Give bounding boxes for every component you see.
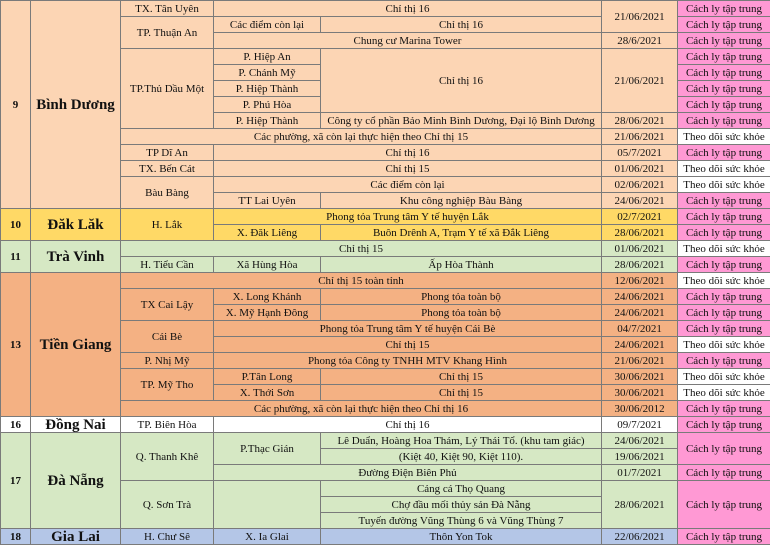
- status-badge: Cách ly tập trung: [678, 193, 770, 209]
- district-cell: TP. Mỹ Tho: [121, 369, 214, 401]
- province-name: Gia Lai: [31, 529, 121, 545]
- district-cell: TX Cai Lậy: [121, 289, 214, 321]
- district-cell: TX. Bến Cát: [121, 161, 214, 177]
- ward-cell: P. Hiệp Thành: [214, 81, 321, 97]
- area-cell: Đường Điện Biên Phủ: [214, 465, 602, 481]
- status-badge: Theo dõi sức khỏe: [678, 177, 770, 193]
- date-cell: 28/06/2021: [602, 481, 678, 529]
- date-cell: 02/7/2021: [602, 209, 678, 225]
- status-badge: Cách ly tập trung: [678, 417, 770, 433]
- date-cell: 21/06/2021: [602, 129, 678, 145]
- area-cell: Cảng cá Thọ Quang: [321, 481, 602, 497]
- area-cell: Chỉ thị 15: [214, 161, 602, 177]
- district-cell: TP. Thuận An: [121, 17, 214, 49]
- ward-cell: P. Hiệp Thành: [214, 113, 321, 129]
- area-cell: Thôn Yon Tok: [321, 529, 602, 545]
- area-cell: Phong tỏa toàn bộ: [321, 289, 602, 305]
- area-cell: Chỉ thị 15 toàn tỉnh: [121, 273, 602, 289]
- status-badge: Cách ly tập trung: [678, 401, 770, 417]
- province-number: 17: [1, 433, 31, 529]
- province-name: Đồng Nai: [31, 417, 121, 433]
- status-badge: Theo dõi sức khỏe: [678, 273, 770, 289]
- district-cell: P. Nhị Mỹ: [121, 353, 214, 369]
- status-badge: Theo dõi sức khỏe: [678, 369, 770, 385]
- district-cell: TP.Thủ Dầu Một: [121, 49, 214, 129]
- date-cell: 28/06/2021: [602, 113, 678, 129]
- status-badge: Cách ly tập trung: [678, 1, 770, 17]
- area-cell: Phong tỏa Trung tâm Y tế huyện Lắk: [214, 209, 602, 225]
- table-row: [1, 273, 770, 289]
- area-cell: Chỉ thị 16: [321, 49, 602, 113]
- date-cell: 24/06/2021: [602, 305, 678, 321]
- table-row: [1, 241, 770, 257]
- date-cell: 01/7/2021: [602, 465, 678, 481]
- area-cell: Tuyến đường Vũng Thùng 6 và Vũng Thùng 7: [321, 513, 602, 529]
- ward-cell: X. Thới Sơn: [214, 385, 321, 401]
- area-cell: Các điểm còn lại: [214, 177, 602, 193]
- ward-cell: X. Mỹ Hạnh Đông: [214, 305, 321, 321]
- area-cell: Phong tỏa toàn bộ: [321, 305, 602, 321]
- status-badge: Theo dõi sức khỏe: [678, 241, 770, 257]
- area-cell: Chỉ thị 16: [214, 417, 602, 433]
- area-cell: Chỉ thị 16: [321, 17, 602, 33]
- status-badge: Cách ly tập trung: [678, 49, 770, 65]
- area-cell: Các phường, xã còn lại thực hiện theo Chỉ thị 16: [121, 401, 602, 417]
- table-row: [1, 433, 770, 449]
- province-name: Đăk Lăk: [31, 209, 121, 241]
- status-badge: Cách ly tập trung: [678, 33, 770, 49]
- date-cell: 04/7/2021: [602, 321, 678, 337]
- date-cell: 12/06/2021: [602, 273, 678, 289]
- status-badge: Cách ly tập trung: [678, 209, 770, 225]
- province-number: 13: [1, 273, 31, 417]
- ward-cell: P. Hiệp An: [214, 49, 321, 65]
- area-cell: Công ty cổ phần Bảo Minh Bình Dương, Đại lộ Bình Dương: [321, 113, 602, 129]
- status-badge: Theo dõi sức khỏe: [678, 129, 770, 145]
- status-badge: Cách ly tập trung: [678, 97, 770, 113]
- area-cell: Chung cư Marina Tower: [214, 33, 602, 49]
- area-cell: Chợ đầu mối thủy sản Đà Nẵng: [321, 497, 602, 513]
- status-badge: Cách ly tập trung: [678, 225, 770, 241]
- date-cell: 24/06/2021: [602, 337, 678, 353]
- ward-cell: X. Ia Glai: [214, 529, 321, 545]
- area-cell: Ấp Hòa Thành: [321, 257, 602, 273]
- status-badge: Cách ly tập trung: [678, 321, 770, 337]
- area-cell: Chỉ thị 15: [321, 385, 602, 401]
- table-row: [1, 417, 770, 433]
- status-badge: Cách ly tập trung: [678, 353, 770, 369]
- ward-cell: TT Lai Uyên: [214, 193, 321, 209]
- date-cell: 30/06/2012: [602, 401, 678, 417]
- status-badge: Cách ly tập trung: [678, 433, 770, 465]
- ward-cell: P.Tân Long: [214, 369, 321, 385]
- province-name: Đà Nẵng: [31, 433, 121, 529]
- district-cell: H. Lắk: [121, 209, 214, 241]
- date-cell: 30/06/2021: [602, 385, 678, 401]
- status-badge: Cách ly tập trung: [678, 17, 770, 33]
- status-badge: Cách ly tập trung: [678, 481, 770, 529]
- status-badge: Cách ly tập trung: [678, 65, 770, 81]
- date-cell: 30/06/2021: [602, 369, 678, 385]
- status-badge: Cách ly tập trung: [678, 465, 770, 481]
- status-badge: Cách ly tập trung: [678, 529, 770, 545]
- date-cell: 24/06/2021: [602, 433, 678, 449]
- district-cell: TP. Biên Hòa: [121, 417, 214, 433]
- ward-cell: X. Long Khánh: [214, 289, 321, 305]
- district-cell: Q. Thanh Khê: [121, 433, 214, 481]
- area-cell: Lê Duẩn, Hoàng Hoa Thám, Lý Thái Tổ. (khu tam giác): [321, 433, 602, 449]
- status-badge: Cách ly tập trung: [678, 81, 770, 97]
- area-cell: Buôn Drênh A, Trạm Y tế xã Đắk Liêng: [321, 225, 602, 241]
- province-name: Tiền Giang: [31, 273, 121, 417]
- date-cell: 01/06/2021: [602, 161, 678, 177]
- status-badge: Cách ly tập trung: [678, 289, 770, 305]
- date-cell: 28/06/2021: [602, 257, 678, 273]
- ward-cell: Xã Hùng Hòa: [214, 257, 321, 273]
- status-badge: Cách ly tập trung: [678, 113, 770, 129]
- area-cell: Chỉ thị 15: [321, 369, 602, 385]
- area-cell: Chỉ thị 15: [121, 241, 602, 257]
- area-cell: Chỉ thị 15: [214, 337, 602, 353]
- district-cell: H. Tiểu Cần: [121, 257, 214, 273]
- province-name: Trà Vinh: [31, 241, 121, 273]
- area-cell: Các phường, xã còn lại thực hiện theo Chỉ thị 15: [121, 129, 602, 145]
- date-cell: 05/7/2021: [602, 145, 678, 161]
- ward-cell: Các điểm còn lại: [214, 17, 321, 33]
- area-cell: Khu công nghiệp Bàu Bàng: [321, 193, 602, 209]
- district-cell: TP Dĩ An: [121, 145, 214, 161]
- ward-cell: P.Thạc Gián: [214, 433, 321, 465]
- status-badge: Theo dõi sức khỏe: [678, 161, 770, 177]
- province-number: 11: [1, 241, 31, 273]
- district-cell: Bàu Bàng: [121, 177, 214, 209]
- province-number: 10: [1, 209, 31, 241]
- ward-cell: [214, 481, 321, 529]
- province-name: Bình Dương: [31, 1, 121, 209]
- district-cell: Q. Sơn Trà: [121, 481, 214, 529]
- status-badge: Cách ly tập trung: [678, 145, 770, 161]
- date-cell: 22/06/2021: [602, 529, 678, 545]
- date-cell: 21/06/2021: [602, 49, 678, 113]
- date-cell: 21/06/2021: [602, 1, 678, 33]
- province-number: 9: [1, 1, 31, 209]
- ward-cell: P. Phú Hòa: [214, 97, 321, 113]
- status-badge: Cách ly tập trung: [678, 305, 770, 321]
- area-cell: Phong tỏa Trung tâm Y tế huyện Cái Bè: [214, 321, 602, 337]
- table-row: [1, 209, 770, 225]
- date-cell: 01/06/2021: [602, 241, 678, 257]
- area-cell: Chỉ thị 16: [214, 1, 602, 17]
- date-cell: 02/06/2021: [602, 177, 678, 193]
- status-badge: Theo dõi sức khỏe: [678, 337, 770, 353]
- date-cell: 21/06/2021: [602, 353, 678, 369]
- date-cell: 24/06/2021: [602, 193, 678, 209]
- date-cell: 09/7/2021: [602, 417, 678, 433]
- date-cell: 28/06/2021: [602, 225, 678, 241]
- date-cell: 28/6/2021: [602, 33, 678, 49]
- province-number: 16: [1, 417, 31, 433]
- area-cell: (Kiệt 40, Kiệt 90, Kiệt 110).: [321, 449, 602, 465]
- status-badge: Theo dõi sức khỏe: [678, 385, 770, 401]
- ward-cell: P. Chánh Mỹ: [214, 65, 321, 81]
- ward-cell: X. Đăk Liêng: [214, 225, 321, 241]
- status-badge: Cách ly tập trung: [678, 257, 770, 273]
- district-cell: Cái Bè: [121, 321, 214, 353]
- district-cell: H. Chư Sê: [121, 529, 214, 545]
- date-cell: 19/06/2021: [602, 449, 678, 465]
- date-cell: 24/06/2021: [602, 289, 678, 305]
- province-number: 18: [1, 529, 31, 545]
- table-row: [1, 529, 770, 545]
- district-cell: TX. Tân Uyên: [121, 1, 214, 17]
- area-cell: Chỉ thị 16: [214, 145, 602, 161]
- table-row: [1, 1, 770, 17]
- area-cell: Phong tỏa Công ty TNHH MTV Khang Hình: [214, 353, 602, 369]
